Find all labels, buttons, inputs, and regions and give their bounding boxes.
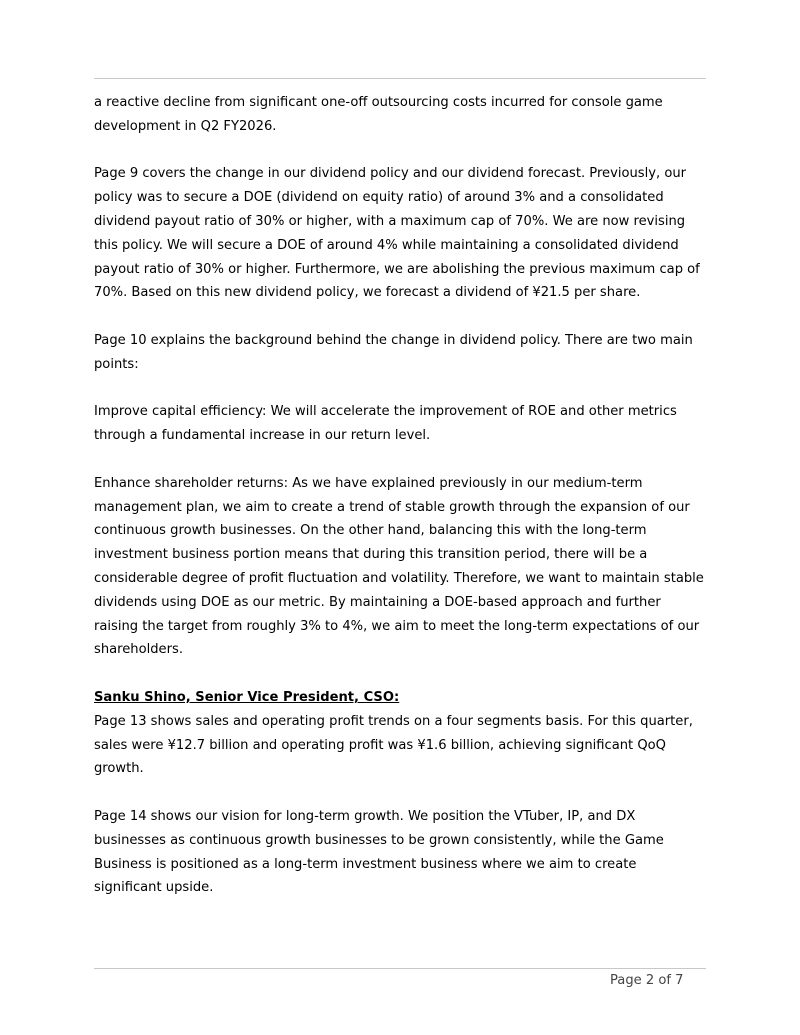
paragraph-outsourcing-costs: a reactive decline from significant one-off outsourcing costs incurred for console game development in Q2 FY2026. <box>94 95 663 134</box>
paragraph-long-term-vision: Page 14 shows our vision for long-term growth. We position the VTuber, IP, and DX businesses as continuous growth businesses to be grown consistently, while the Game Business is positioned as a long-term investment business where we aim to create significant upside. <box>94 808 664 896</box>
footer-rule <box>94 968 706 969</box>
speaker-heading: Sanku Shino, Senior Vice President, CSO: <box>94 689 400 705</box>
paragraph-segment-trends: Page 13 shows sales and operating profit trends on a four segments basis. For this quarter, sales were ¥12.7 billion and operating profit was ¥1.6 billion, achieving significant QoQ growth. <box>94 713 693 777</box>
page-number: Page 2 of 7 <box>610 973 684 988</box>
speaker-section <box>94 686 706 781</box>
document-body <box>94 91 706 924</box>
paragraph-policy-background: Page 10 explains the background behind the change in dividend policy. There are two main points: <box>94 332 693 372</box>
paragraph-dividend-policy: Page 9 covers the change in our dividend policy and our dividend forecast. Previously, our policy was to secure a DOE (dividend on equity ratio) of around 3% and a consolidated dividend payout ratio of 30% or higher, with a maximum cap of 70%. We are now revising this policy. We will secure a DOE of around 4% while maintaining a consolidated dividend payout ratio of 30% or higher. Furthermore, we are abolishing the previous maximum cap of 70%. Based on this new dividend policy, we forecast a dividend of ¥21.5 per share. <box>94 166 700 301</box>
paragraph-shareholder-returns: Enhance shareholder returns: As we have explained previously in our medium-term management plan, we aim to create a trend of stable growth through the expansion of our continuous growth businesses. On the other hand, balancing this with the long-term investment business portion means that during this transition period, there will be a considerable degree of profit fluctuation and volatility. Therefore, we want to maintain stable dividends using DOE as our metric. By maintaining a DOE-based approach and further raising the target from roughly 3% to 4%, we aim to meet the long-term expectations of our shareholders. <box>94 475 704 658</box>
header-rule <box>94 78 706 79</box>
paragraph-capital-efficiency: Improve capital efficiency: We will accelerate the improvement of ROE and other metrics through a fundamental increase in our return level. <box>94 404 677 444</box>
